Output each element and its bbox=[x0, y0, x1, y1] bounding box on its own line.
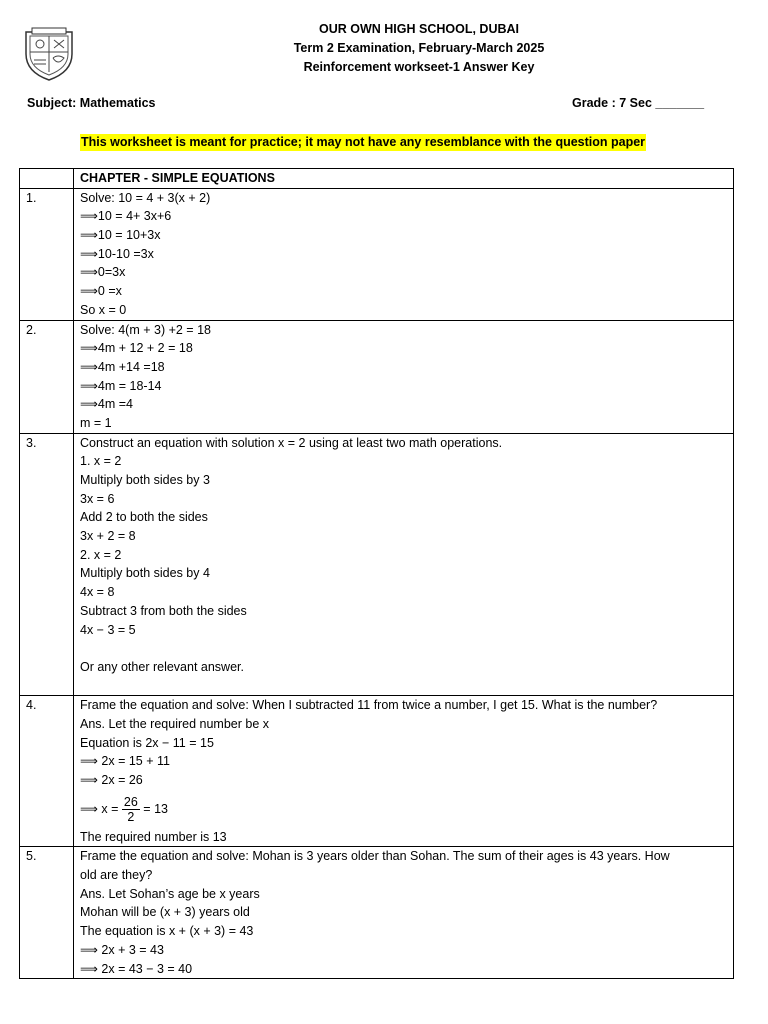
answer-line: Multiply both sides by 3 bbox=[80, 473, 210, 487]
answer-key-table bbox=[19, 168, 734, 979]
subject-label: Subject: Mathematics bbox=[27, 96, 156, 110]
school-name: OUR OWN HIGH SCHOOL, DUBAI bbox=[319, 22, 519, 36]
question-number: 3. bbox=[26, 435, 37, 450]
answer-line: Solve: 4(m + 3) +2 = 18 bbox=[80, 322, 211, 337]
question-row-4 bbox=[20, 696, 734, 847]
answer-line: 3x = 6 bbox=[80, 491, 115, 506]
answer-line: The equation is x + (x + 3) = 43 bbox=[80, 924, 254, 939]
answer-line: ⟹0=3x bbox=[80, 265, 126, 280]
answer-line: ⟹4m + 12 + 2 = 18 bbox=[80, 341, 193, 356]
answer-line: Frame the equation and solve: Mohan is 3 years older than Sohan. The sum of their ages is 43 years. How bbox=[80, 849, 670, 864]
fraction-denominator: 2 bbox=[127, 809, 135, 824]
answer-line: old are they? bbox=[80, 868, 153, 883]
answer-line: Construct an equation with solution x = 2 using at least two math operations. bbox=[80, 435, 503, 450]
answer-line: Mohan will be (x + 3) years old bbox=[80, 905, 250, 920]
answer-line: Subtract 3 from both the sides bbox=[80, 603, 247, 618]
answer-line: Or any other relevant answer. bbox=[80, 659, 244, 674]
question-number: 2. bbox=[26, 322, 37, 337]
question-row-2 bbox=[20, 320, 734, 433]
exam-name: Term 2 Examination, February-March 2025 bbox=[293, 41, 545, 55]
answer-line: ⟹10 = 4+ 3x+6 bbox=[80, 209, 172, 224]
answer-line: Multiply both sides by 4 bbox=[80, 566, 210, 581]
answer-line: ⟹4m = 18-14 bbox=[80, 378, 162, 393]
answer-line: Add 2 to both the sides bbox=[80, 510, 208, 525]
answer-line: ⟹10-10 =3x bbox=[80, 246, 154, 261]
document-header bbox=[0, 20, 768, 77]
chapter-row bbox=[20, 169, 734, 189]
answer-line: 4x − 3 = 5 bbox=[80, 622, 136, 637]
fraction-numerator: 26 bbox=[123, 794, 138, 809]
answer-line: So x = 0 bbox=[80, 302, 127, 317]
practice-note-highlight: This worksheet is meant for practice; it may not have any resemblance with the question paper bbox=[81, 135, 646, 149]
answer-line: 1. x = 2 bbox=[80, 454, 122, 469]
answer-line: ⟹ 2x = 15 + 11 bbox=[80, 754, 170, 769]
answer-line: ⟹10 = 10+3x bbox=[80, 228, 161, 243]
question-row-5 bbox=[20, 847, 734, 979]
answer-line: 4x = 8 bbox=[80, 585, 115, 600]
answer-line: Frame the equation and solve: When I subtracted 11 from twice a number, I get 15. What is the number? bbox=[80, 698, 658, 713]
fraction-line bbox=[80, 790, 729, 828]
worksheet-title: Reinforcement workseet-1 Answer Key bbox=[303, 60, 535, 74]
question-row-1 bbox=[20, 188, 734, 320]
answer-line: ⟹ 2x = 26 bbox=[80, 773, 143, 787]
answer-line: ⟹0 =x bbox=[80, 284, 122, 299]
answer-line: 2. x = 2 bbox=[80, 547, 122, 562]
answer-line: Ans. Let the required number be x bbox=[80, 716, 270, 731]
answer-line: The required number is 13 bbox=[80, 829, 227, 844]
fraction-prefix: ⟹ x = bbox=[80, 801, 119, 816]
answer-line: Solve: 10 = 4 + 3(x + 2) bbox=[80, 190, 211, 205]
grade-label: Grade : 7 Sec _______ bbox=[572, 96, 705, 110]
fraction-suffix: = 13 bbox=[143, 801, 168, 816]
answer-line: 3x + 2 = 8 bbox=[80, 529, 136, 544]
question-number: 1. bbox=[26, 190, 37, 205]
answer-line: ⟹ 2x + 3 = 43 bbox=[80, 942, 164, 957]
fraction bbox=[122, 795, 140, 824]
answer-line: Equation is 2x − 11 = 15 bbox=[80, 735, 214, 750]
answer-line: ⟹4m +14 =18 bbox=[80, 359, 165, 374]
answer-line: m = 1 bbox=[80, 415, 112, 430]
answer-line: Ans. Let Sohan’s age be x years bbox=[80, 886, 260, 901]
chapter-title: CHAPTER - SIMPLE EQUATIONS bbox=[80, 171, 275, 185]
question-row-3 bbox=[20, 433, 734, 696]
question-number: 5. bbox=[26, 849, 37, 864]
answer-line: ⟹ 2x = 43 − 3 = 40 bbox=[80, 961, 193, 976]
question-number: 4. bbox=[26, 698, 37, 713]
answer-line: ⟹4m =4 bbox=[80, 397, 134, 412]
